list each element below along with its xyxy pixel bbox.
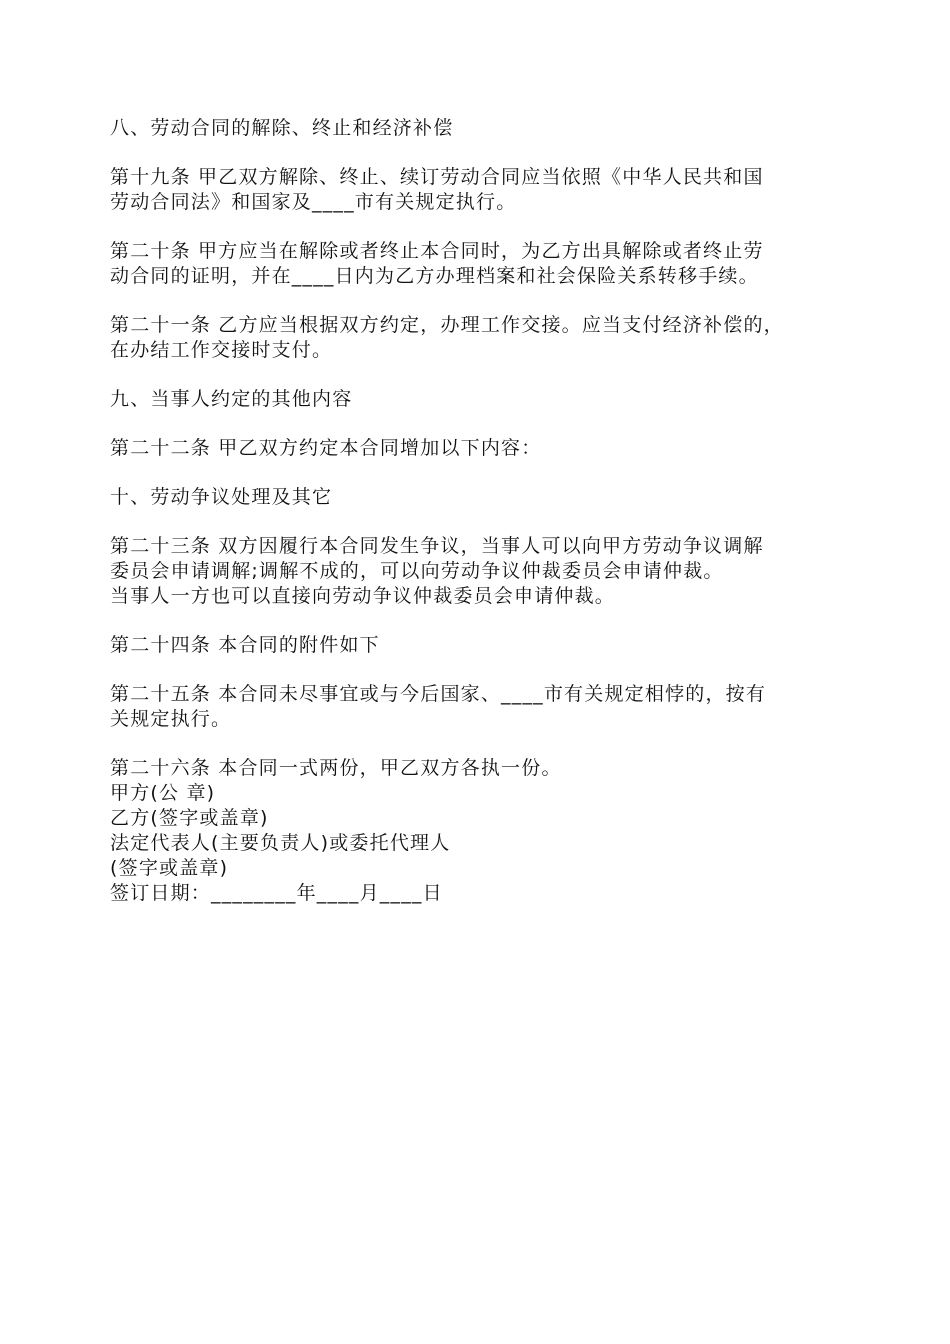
legal-representative: 法定代表人(主要负责人)或委托代理人 — [110, 832, 451, 854]
article-22 — [110, 436, 845, 461]
section-heading-other-terms — [110, 387, 845, 412]
section-heading-disputes — [110, 485, 845, 510]
heading-text: 十、劳动争议处理及其它 — [110, 486, 333, 508]
article-24 — [110, 633, 845, 658]
party-b-signature: 乙方(签字或盖章) — [110, 807, 269, 829]
section-heading-termination — [110, 116, 845, 141]
article-line: 在办结工作交接时支付。 — [110, 339, 333, 361]
article-line: 第二十二条 甲乙双方约定本合同增加以下内容： — [110, 437, 542, 459]
article-line: 第十九条 甲乙双方解除、终止、续订劳动合同应当依照《中华人民共和国 — [110, 166, 764, 188]
article-19 — [110, 165, 845, 215]
article-23 — [110, 534, 845, 609]
article-line: 第二十条 甲方应当在解除或者终止本合同时，为乙方出具解除或者终止劳 — [110, 240, 764, 262]
article-line: 第二十三条 双方因履行本合同发生争议，当事人可以向甲方劳动争议调解 — [110, 535, 764, 557]
article-25 — [110, 682, 845, 732]
article-line: 当事人一方也可以直接向劳动争议仲裁委员会申请仲裁。 — [110, 585, 616, 607]
sign-or-seal: (签字或盖章) — [110, 857, 229, 879]
article-line: 第二十五条 本合同未尽事宜或与今后国家、____市有关规定相悖的，按有 — [110, 683, 767, 705]
article-20 — [110, 239, 845, 289]
article-line: 劳动合同法》和国家及____市有关规定执行。 — [110, 191, 517, 213]
article-21 — [110, 313, 845, 363]
heading-text: 八、劳动合同的解除、终止和经济补偿 — [110, 117, 454, 139]
heading-text: 九、当事人约定的其他内容 — [110, 388, 353, 410]
article-line: 第二十一条 乙方应当根据双方约定，办理工作交接。应当支付经济补偿的， — [110, 314, 784, 336]
article-line: 动合同的证明，并在____日内为乙方办理档案和社会保险关系转移手续。 — [110, 265, 759, 287]
party-a-seal: 甲方(公 章) — [110, 782, 216, 804]
article-line: 关规定执行。 — [110, 708, 232, 730]
article-line: 委员会申请调解;调解不成的，可以向劳动争议仲裁委员会申请仲裁。 — [110, 560, 724, 582]
document-body — [110, 116, 845, 906]
article-26: 第二十六条 本合同一式两份，甲乙双方各执一份。 — [110, 757, 562, 779]
signature-block — [110, 756, 845, 906]
article-line: 第二十四条 本合同的附件如下 — [110, 634, 380, 656]
signing-date: 签订日期：________年____月____日 — [110, 882, 443, 904]
